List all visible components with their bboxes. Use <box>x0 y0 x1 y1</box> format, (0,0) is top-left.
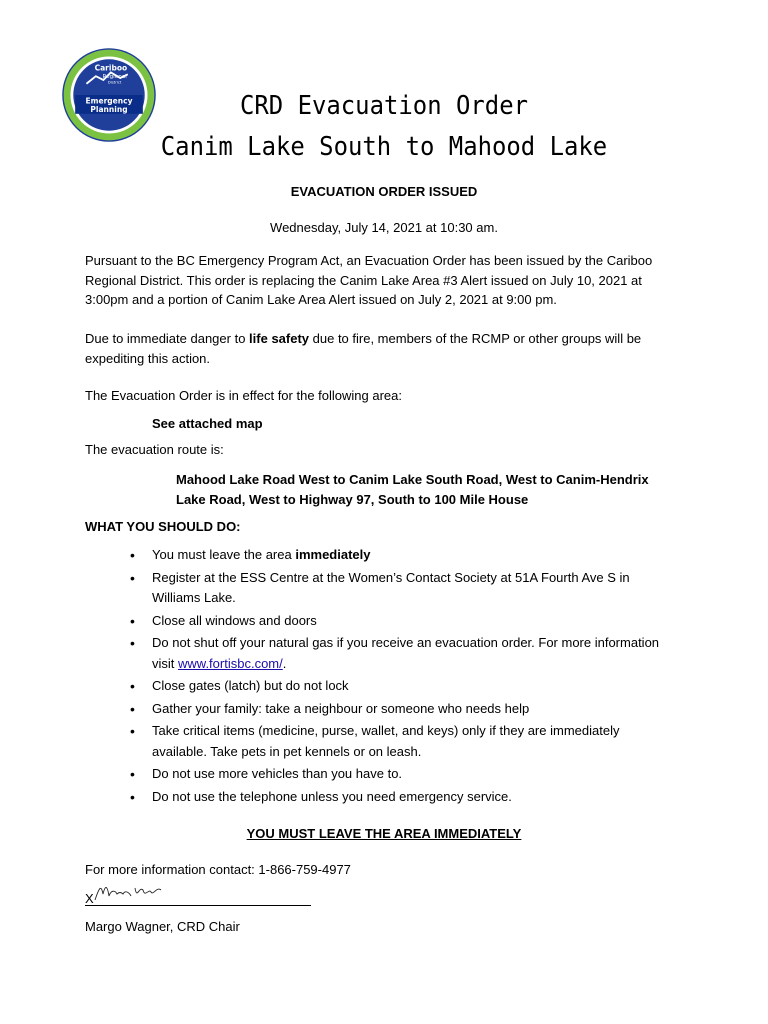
logo-text-cariboo: Cariboo <box>94 63 128 73</box>
bullet-4-text: Do not shut off your natural gas if you receive an evacuation order. For more information visit <box>152 635 660 671</box>
list-item <box>130 699 670 720</box>
title-line-1: CRD Evacuation Order <box>239 91 529 121</box>
instructions-list <box>130 545 670 809</box>
list-item <box>130 721 670 762</box>
logo-text-planning: Planning <box>90 104 128 114</box>
must-leave-notice: YOU MUST LEAVE THE AREA IMMEDIATELY <box>246 826 522 841</box>
list-item <box>130 545 670 566</box>
paragraph-authority: Pursuant to the BC Emergency Program Act, an Evacuation Order has been issued by the Cariboo Regional District. This order is replacing the Canim Lake Area #3 Alert issued on July 10, 2021 at 3:00pm and a portion of Canim Lake Area Alert issued on July 2, 2021 at 9:00 pm. <box>85 253 653 307</box>
order-date: Wednesday, July 14, 2021 at 10:30 am. <box>270 220 498 235</box>
logo-text-district: District <box>107 80 122 85</box>
list-item <box>130 676 670 697</box>
must-leave-wrapper <box>0 824 768 844</box>
list-item <box>130 611 670 632</box>
area-value: See attached map <box>152 416 263 431</box>
bullet-4-end: . <box>282 655 287 671</box>
danger-text-pre: Due to immediate danger to <box>85 331 250 346</box>
bullet-2-text: Register at the ESS Centre at the Women’s Contact Society at 51A Fourth Ave S in Williams Lake. <box>152 569 630 605</box>
signatory-name: Margo Wagner, CRD Chair <box>85 919 240 934</box>
handwritten-signature <box>93 880 163 906</box>
list-item <box>130 787 670 808</box>
title-line-2: Canim Lake South to Mahood Lake <box>160 132 608 162</box>
what-to-do-heading: WHAT YOU SHOULD DO: <box>85 519 241 534</box>
list-item <box>130 764 670 785</box>
bullet-9-text: Do not use the telephone unless you need emergency service. <box>152 788 512 804</box>
signature-line <box>85 905 311 906</box>
paragraph-danger <box>85 329 685 368</box>
route-intro: The evacuation route is: <box>85 442 224 457</box>
list-item <box>130 568 670 609</box>
danger-text-bold: life safety <box>249 331 310 346</box>
contact-info: For more information contact: 1-866-759-4977 <box>85 862 351 877</box>
logo-text-regional: Regional <box>102 74 127 81</box>
signature-x-mark: X <box>85 891 94 906</box>
bullet-1-text: You must leave the area <box>152 547 296 562</box>
route-value: Mahood Lake Road West to Canim Lake South Road, West to Canim-Hendrix Lake Road, West to Highway 97, South to 100 Mile House <box>176 472 649 507</box>
list-item <box>130 633 670 674</box>
logo-text-emergency: Emergency <box>85 96 133 106</box>
bullet-8-text: Do not use more vehicles than you have to. <box>152 766 403 781</box>
bullet-1-bold: immediately <box>295 547 371 562</box>
danger-text-post: due to fire, members of the RCMP or other groups will be expediting this action. <box>85 331 642 366</box>
bullet-3-text: Close all windows and doors <box>152 612 317 628</box>
fortisbc-link[interactable]: www.fortisbc.com/ <box>178 655 283 671</box>
bullet-6-text: Gather your family: take a neighbour or someone who needs help <box>152 700 530 716</box>
bullet-5-text: Close gates (latch) but do not lock <box>152 678 349 693</box>
bullet-7-text: Take critical items (medicine, purse, wallet, and keys) only if they are immediately available. Take pets in pet kennels or on leash. <box>152 723 620 759</box>
area-intro: The Evacuation Order is in effect for the following area: <box>85 388 402 403</box>
order-heading: EVACUATION ORDER ISSUED <box>290 184 478 199</box>
